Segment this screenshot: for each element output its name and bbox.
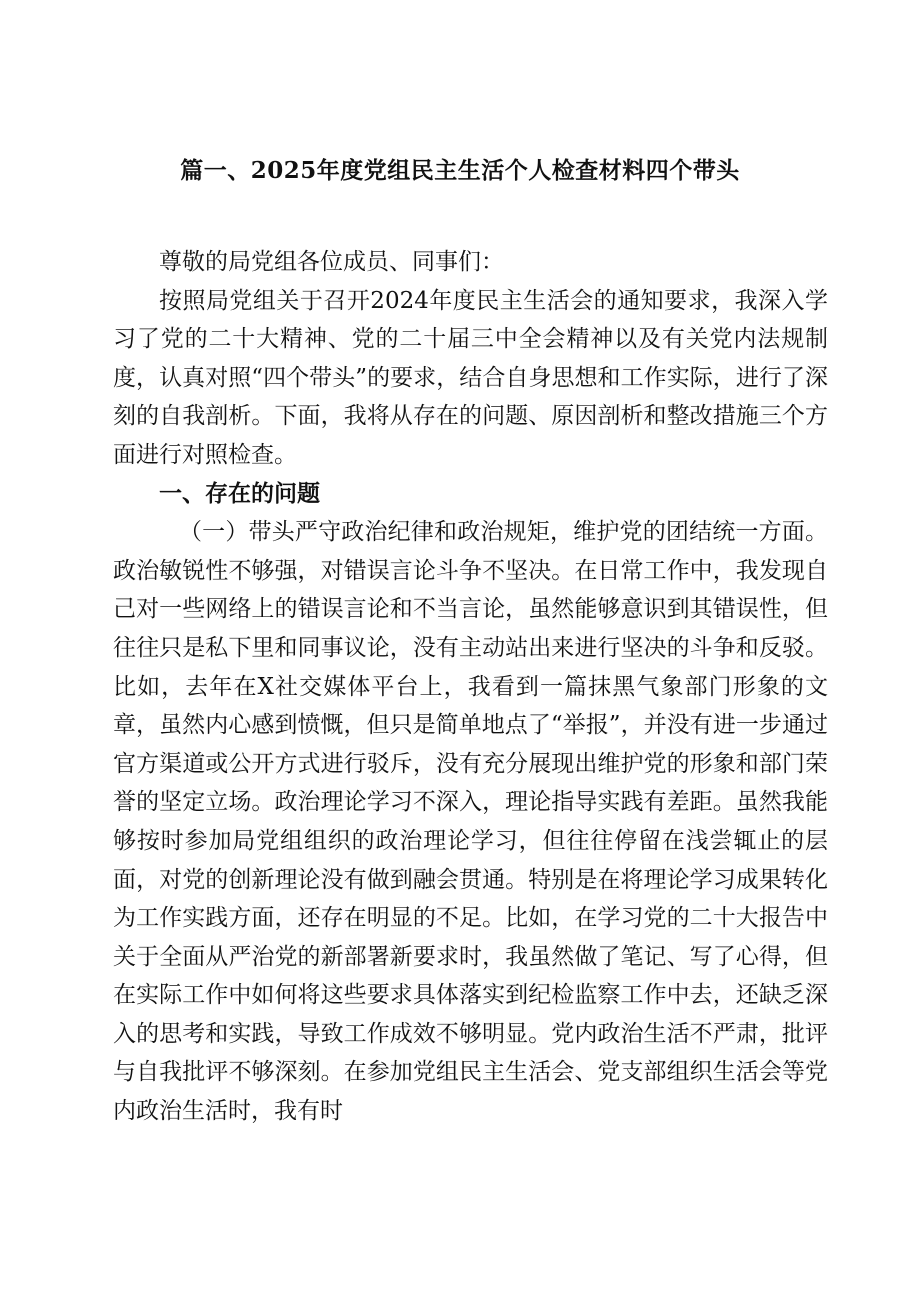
salutation: 尊敬的局党组各位成员、同事们： [159, 249, 504, 275]
section-paragraph: （一）带头严守政治纪律和政治规矩，维护党的团结统一方面。政治敏锐性不够强，对错误言论斗争不坚决。在日常工作中，我发现自己对一些网络上的错误言论和不当言论，虽然能够意识到其错误性，但往往只是私下里和同事议论，没有主动站出来进行坚决的斗争和反驳。比如，去年在X社交媒体平台上，我看到一篇抹黑气象部门形象的文章，虽然内心感到愤慨，但只是简单地点了“举报”，并没有进一步通过官方渠道或公开方式进行驳斥，没有充分展现出维护党的形象和部门荣誉的坚定立场。政治理论学习不深入，理论指导实践有差距。虽然我能够按时参加局党组组织的政治理论学习，但往往停留在浅尝辄止的层面，对党的创新理论没有做到融会贯通。特别是在将理论学习成果转化为工作实践方面，还存在明显的不足。比如，在学习党的二十大报告中关于全面从严治党的新部署新要求时，我虽然做了笔记、写了心得，但在实际工作中如何将这些要求具体落实到纪检监察工作中去，还缺乏深入的思考和实践，导致工作成效不够明显。党内政治生活不严肃，批评与自我批评不够深刻。在参加党组民主生活会、党支部组织生活会等党内政治生活时，我有时 [113, 519, 828, 1125]
document-title: 篇一、2025年度党组民主生活个人检查材料四个带头 [180, 157, 740, 184]
intro-paragraph: 按照局党组关于召开2024年度民主生活会的通知要求，我深入学习了党的二十大精神、党的二十届三中全会精神以及有关党内法规制度，认真对照“四个带头”的要求，结合自身思想和工作实际，进行了深刻的自我剖析。下面，我将从存在的问题、原因剖析和整改措施三个方面进行对照检查。 [113, 287, 828, 468]
section-heading: 一、存在的问题 [159, 479, 320, 507]
document-body [113, 243, 828, 1131]
